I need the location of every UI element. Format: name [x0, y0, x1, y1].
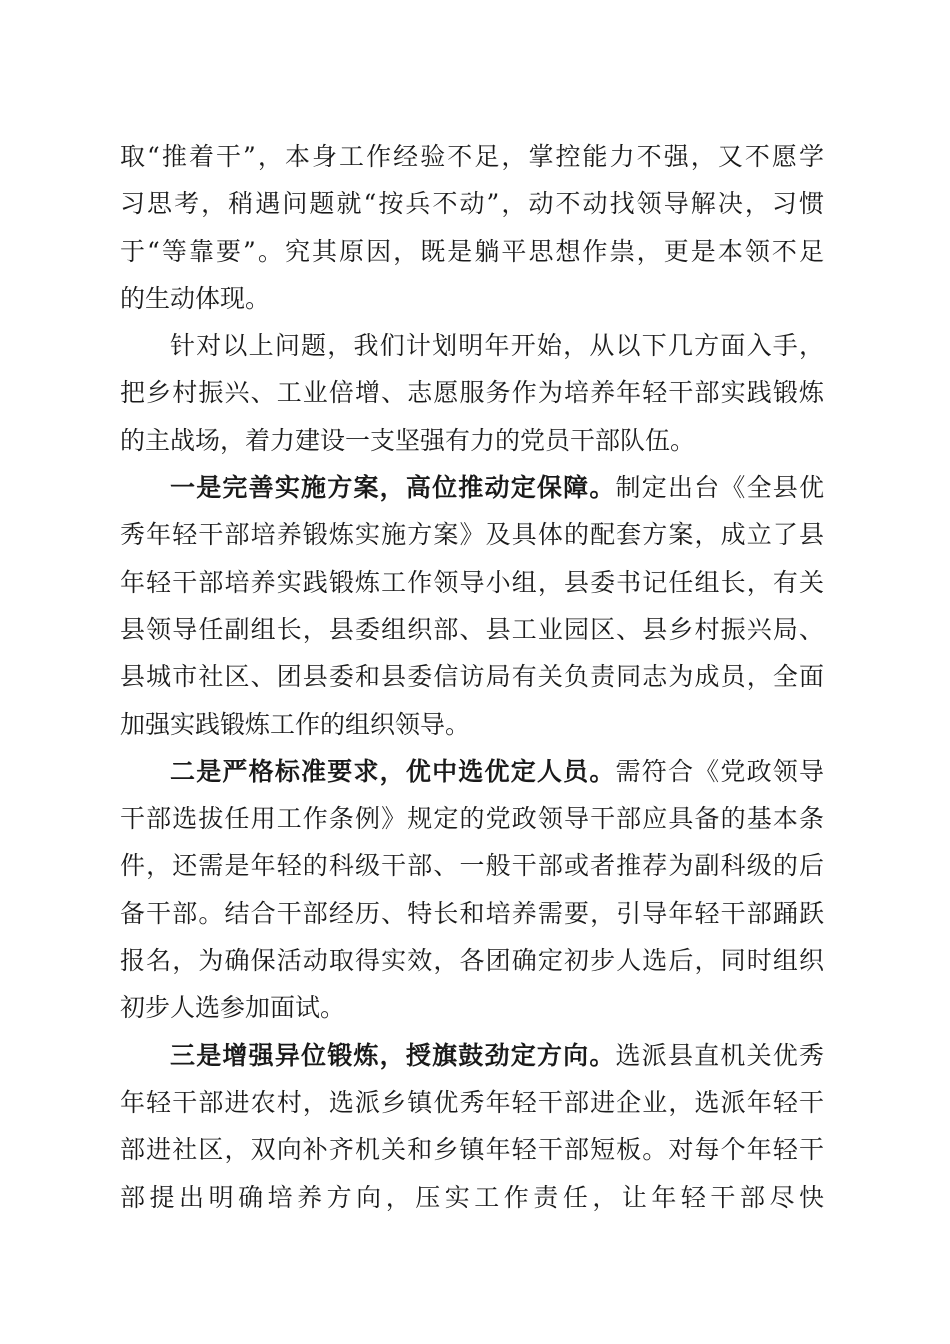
text-run: 选派县直机关优秀 — [615, 1040, 824, 1070]
section-heading: 三是增强异位锻炼，授旗鼓劲定方向。 — [170, 1040, 616, 1070]
text-line: 部进社区，双向补齐机关和乡镇年轻干部短板。对每个年轻干 — [120, 1135, 824, 1165]
text-line: 干部选拔任用工作条例》规定的党政领导干部应具备的基本条 — [120, 804, 824, 834]
text-line: 针对以上问题，我们计划明年开始，从以下几方面入手， — [170, 331, 824, 361]
text-line — [120, 464, 824, 511]
section-heading: 一是完善实施方案，高位推动定保障。 — [170, 473, 616, 503]
paragraph-4 — [120, 748, 824, 1032]
text-line: 件，还需是年轻的科级干部、一般干部或者推荐为副科级的后 — [120, 851, 824, 881]
text-line: 把乡村振兴、工业倍增、志愿服务作为培养年轻干部实践锻炼 — [120, 378, 824, 408]
text-line: 部提出明确培养方向，压实工作责任，让年轻干部尽快 — [120, 1182, 824, 1212]
paragraph-5 — [120, 1032, 824, 1221]
text-line: 初步人选参加面试。 — [120, 993, 346, 1023]
text-line: 县城市社区、团县委和县委信访局有关负责同志为成员，全面 — [120, 662, 824, 692]
paragraph-1 — [120, 133, 824, 322]
text-line: 备干部。结合干部经历、特长和培养需要，引导年轻干部踊跃 — [120, 898, 824, 928]
text-line: 于“等靠要”。究其原因，既是躺平思想作祟，更是本领不足 — [120, 236, 824, 266]
text-run: 制定出台《全县优 — [615, 473, 824, 503]
text-line: 县领导任副组长，县委组织部、县工业园区、县乡村振兴局、 — [120, 614, 824, 644]
text-line: 年轻干部进农村，选派乡镇优秀年轻干部进企业，选派年轻干 — [120, 1087, 824, 1117]
section-heading: 二是严格标准要求，优中选优定人员。 — [170, 756, 616, 786]
body-text — [120, 133, 824, 1221]
text-line: 秀年轻干部培养锻炼实施方案》及具体的配套方案，成立了县 — [120, 520, 824, 550]
text-line: 的主战场，着力建设一支坚强有力的党员干部队伍。 — [120, 425, 696, 455]
text-line — [120, 1032, 824, 1079]
text-line — [120, 748, 824, 795]
text-line: 习思考，稍遇问题就“按兵不动”，动不动找领导解决，习惯 — [120, 189, 824, 219]
text-line: 年轻干部培养实践锻炼工作领导小组，县委书记任组长，有关 — [120, 567, 824, 597]
paragraph-2 — [120, 322, 824, 464]
text-line: 加强实践锻炼工作的组织领导。 — [120, 709, 471, 739]
text-line: 报名，为确保活动取得实效，各团确定初步人选后，同时组织 — [120, 946, 824, 976]
text-line: 的生动体现。 — [120, 283, 271, 313]
text-line: 取“推着干”，本身工作经验不足，掌控能力不强，又不愿学 — [120, 142, 824, 171]
text-run: 需符合《党政领导 — [615, 756, 824, 786]
paragraph-3 — [120, 464, 824, 748]
